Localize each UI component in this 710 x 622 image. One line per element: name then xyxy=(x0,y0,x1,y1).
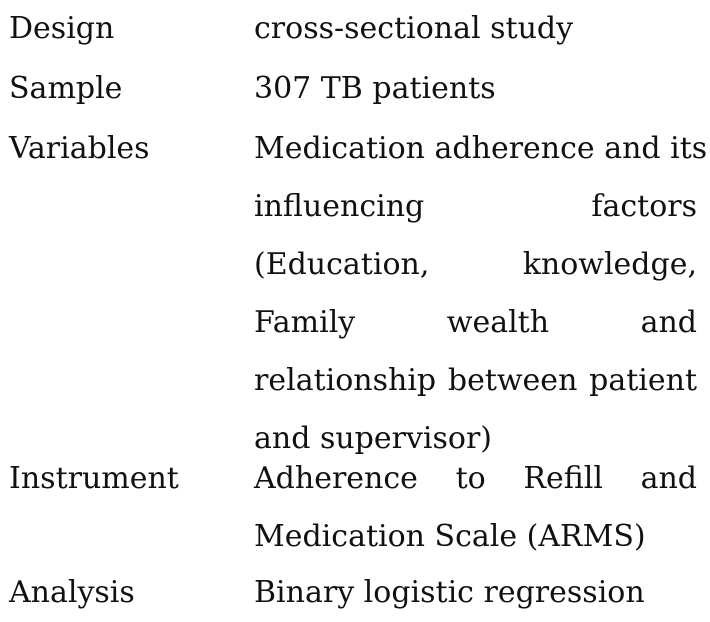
row-label-instrument: Instrument xyxy=(9,461,179,496)
value-line: Medication adherence and its xyxy=(254,131,708,166)
value-line: cross-sectional study xyxy=(254,11,574,46)
value-line: 307 TB patients xyxy=(254,71,496,106)
value-line: Family wealth and xyxy=(254,305,697,340)
value-line: (Education, knowledge, xyxy=(254,247,697,282)
row-label-analysis: Analysis xyxy=(9,575,135,610)
row-label-sample: Sample xyxy=(9,71,123,106)
row-value-analysis xyxy=(254,564,697,622)
row-label-variables: Variables xyxy=(9,131,150,166)
value-line: and supervisor) xyxy=(254,421,493,456)
value-line: Adherence to Refill and xyxy=(254,461,697,496)
row-value-variables xyxy=(254,120,708,468)
value-line: Binary logistic regression xyxy=(254,575,645,610)
row-value-instrument xyxy=(254,450,697,566)
value-line: influencing factors xyxy=(254,189,697,224)
row-label-design: Design xyxy=(9,11,115,46)
value-line: Medication Scale (ARMS) xyxy=(254,519,646,554)
value-line: relationship between patient xyxy=(254,363,697,398)
row-value-sample xyxy=(254,60,697,118)
row-value-design xyxy=(254,0,697,58)
